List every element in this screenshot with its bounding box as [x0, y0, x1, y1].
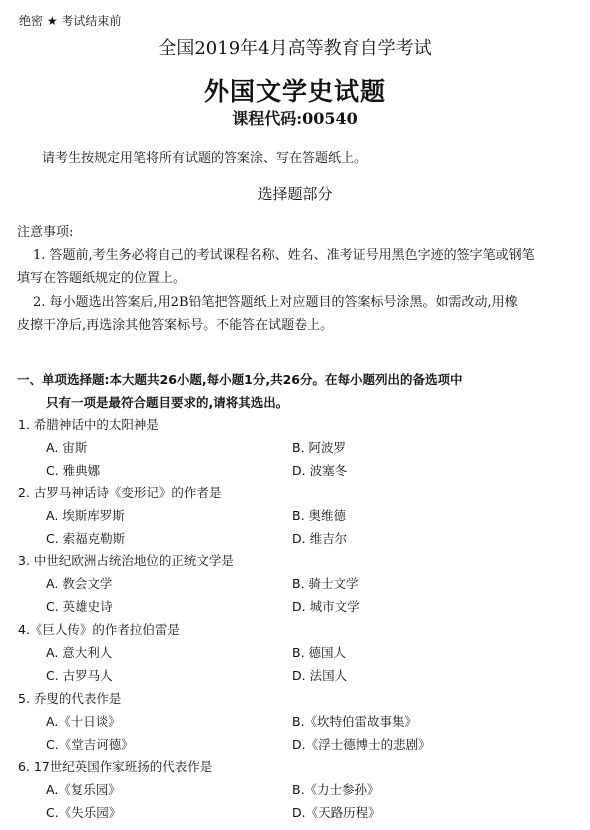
option-d: D. 城市文学: [292, 599, 360, 614]
option-a: A.《十日谈》: [46, 714, 121, 729]
option-d: D. 法国人: [292, 668, 348, 683]
option-b: B. 德国人: [292, 645, 347, 660]
question-stem: 5. 乔叟的代表作是: [18, 691, 122, 706]
option-a: A. 埃斯库罗斯: [46, 508, 125, 523]
option-a: A. 宙斯: [46, 440, 88, 455]
option-c: C. 古罗马人: [46, 668, 113, 683]
secret-mark: 绝密 ★ 考试结束前: [19, 14, 122, 28]
course-code: 课程代码:00540: [232, 109, 358, 128]
option-b: B. 阿波罗: [292, 440, 347, 455]
notes-label: 注意事项:: [17, 225, 74, 240]
option-b: B.《力士参孙》: [292, 782, 380, 797]
option-d: D.《浮士德博士的悲剧》: [292, 737, 431, 752]
option-d: D.《天路历程》: [292, 805, 381, 820]
answer-instruction: 请考生按规定用笔将所有试题的答案涂、写在答题纸上。: [42, 151, 368, 166]
exam-title: 全国2019年4月高等教育自学考试: [158, 38, 432, 59]
option-a: A.《复乐园》: [46, 782, 121, 797]
question-stem: 1. 希腊神话中的太阳神是: [18, 417, 159, 432]
note-item-1-line-2: 填写在答题纸规定的位置上。: [17, 271, 187, 286]
option-a: A. 教会文学: [46, 576, 113, 591]
option-c: C. 英雄史诗: [46, 599, 113, 614]
option-b: B. 奥维德: [292, 508, 347, 523]
question-stem: 6. 17世纪英国作家班扬的代表作是: [18, 759, 213, 774]
question-stem: 3. 中世纪欧洲占统治地位的正统文学是: [18, 553, 234, 568]
option-c: C. 索福克勒斯: [46, 531, 126, 546]
option-c: C.《失乐园》: [46, 805, 122, 820]
option-b: B. 骑士文学: [292, 576, 359, 591]
option-c: C.《堂吉诃德》: [46, 737, 134, 752]
option-b: B.《坎特伯雷故事集》: [292, 714, 418, 729]
option-a: A. 意大利人: [46, 645, 113, 660]
option-d: D. 波塞冬: [292, 463, 348, 478]
note-item-2-line-1: 2. 每小题选出答案后,用2B铅笔把答题纸上对应题目的答案标号涂黑。如需改动,用橡: [33, 295, 518, 310]
option-d: D. 维吉尔: [292, 531, 348, 546]
note-item-1-line-1: 1. 答题前,考生务必将自己的考试课程名称、姓名、准考证号用黑色字迹的签字笔或钢笔: [33, 248, 535, 263]
part-heading-line-1: 一、单项选择题:本大题共26小题,每小题1分,共26分。在每小题列出的备选项中: [17, 372, 463, 387]
question-stem: 2. 古罗马神话诗《变形记》的作者是: [18, 485, 222, 500]
subject-title: 外国文学史试题: [203, 77, 386, 106]
question-stem: 4.《巨人传》的作者拉伯雷是: [18, 622, 180, 637]
option-c: C. 雅典娜: [46, 463, 101, 478]
section-heading: 选择题部分: [257, 185, 333, 203]
note-item-2-line-2: 皮擦干净后,再选涂其他答案标号。不能答在试题卷上。: [17, 318, 334, 333]
part-heading-line-2: 只有一项是最符合题目要求的,请将其选出。: [46, 395, 289, 410]
